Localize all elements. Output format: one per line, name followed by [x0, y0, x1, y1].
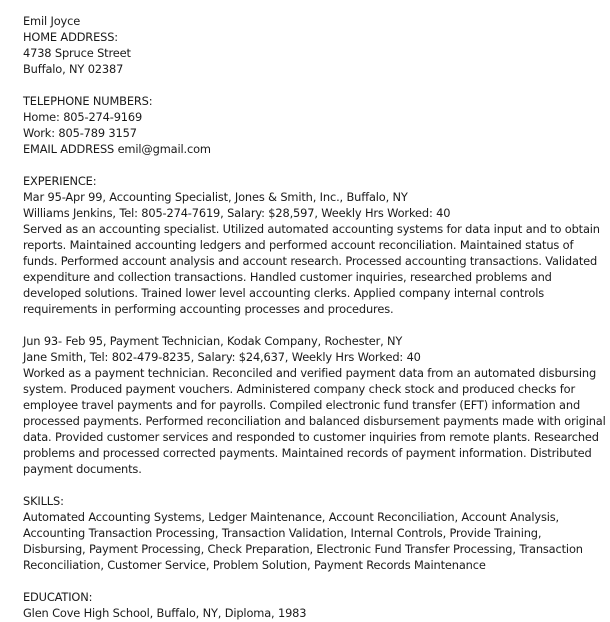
resume-document — [23, 13, 606, 621]
job-title-line: Jun 93- Feb 95, Payment Technician, Kodak Company, Rochester, NY — [23, 334, 403, 348]
spacer — [23, 77, 588, 93]
job-reference-line: Williams Jenkins, Tel: 805-274-7619, Salary: $28,597, Weekly Hrs Worked: 40 — [23, 206, 451, 220]
job-description-line: reports. Maintained accounting ledgers and performed account reconciliation. Maintained status of — [23, 238, 574, 252]
spacer — [23, 317, 588, 333]
job-description-line: problems and processed corrected payments. Maintained records of payment information. Distributed — [23, 446, 592, 460]
skills-line: Disbursing, Payment Processing, Check Preparation, Electronic Fund Transfer Processing, Transaction — [23, 542, 583, 556]
skills-heading: SKILLS: — [23, 494, 64, 508]
education-heading: EDUCATION: — [23, 590, 93, 604]
job-reference-line: Jane Smith, Tel: 802-479-8235, Salary: $24,637, Weekly Hrs Worked: 40 — [23, 350, 421, 364]
job-description-line: Served as an accounting specialist. Utilized automated accounting systems for data input and to obtain — [23, 222, 600, 236]
job-description-line: developed solutions. Trained lower level accounting clerks. Applied company internal controls — [23, 286, 545, 300]
home-phone: Home: 805-274-9169 — [23, 110, 143, 124]
job-description-line: Worked as a payment technician. Reconciled and verified payment data from an automated disbursing — [23, 366, 597, 380]
education-entry: Glen Cove High School, Buffalo, NY, Diploma, 1983 — [23, 606, 307, 620]
experience-heading: EXPERIENCE: — [23, 174, 97, 188]
work-phone: Work: 805-789 3157 — [23, 126, 137, 140]
job-description-line: data. Provided customer services and responded to customer inquiries from remote plants. Researched — [23, 430, 599, 444]
spacer — [23, 573, 588, 589]
job-description-line: expenditure and collection transactions. Handled customer inquiries, researched problems and — [23, 270, 552, 284]
job-description-line: funds. Performed account analysis and account research. Processed accounting transactions. Validated — [23, 254, 598, 268]
job-entry — [23, 333, 606, 477]
job-entry — [23, 189, 600, 317]
city-state-zip: Buffalo, NY 02387 — [23, 62, 124, 76]
home-address-label: HOME ADDRESS: — [23, 30, 118, 44]
applicant-name: Emil Joyce — [23, 14, 81, 28]
telephone-label: TELEPHONE NUMBERS: — [23, 94, 153, 108]
spacer — [23, 157, 588, 173]
job-description-line: employee travel payments and for payrolls. Compiled electronic fund transfer (EFT) information and — [23, 398, 581, 412]
job-description-line: processed payments. Performed reconciliation and balanced disbursement payments made with original — [23, 414, 606, 428]
job-description-line: system. Produced payment vouchers. Administered company check stock and produced checks for — [23, 382, 575, 396]
email-address: EMAIL ADDRESS emil@gmail.com — [23, 142, 211, 156]
spacer — [23, 477, 588, 493]
job-title-line: Mar 95-Apr 99, Accounting Specialist, Jones & Smith, Inc., Buffalo, NY — [23, 190, 408, 204]
job-description-line: payment documents. — [23, 462, 142, 476]
skills-line: Reconciliation, Customer Service, Problem Solution, Payment Records Maintenance — [23, 558, 486, 572]
skills-line: Accounting Transaction Processing, Transaction Validation, Internal Controls, Provide Training, — [23, 526, 542, 540]
job-description-line: requirements in performing accounting processes and procedures. — [23, 302, 394, 316]
skills-line: Automated Accounting Systems, Ledger Maintenance, Account Reconciliation, Account Analysis, — [23, 510, 560, 524]
street-address: 4738 Spruce Street — [23, 46, 131, 60]
